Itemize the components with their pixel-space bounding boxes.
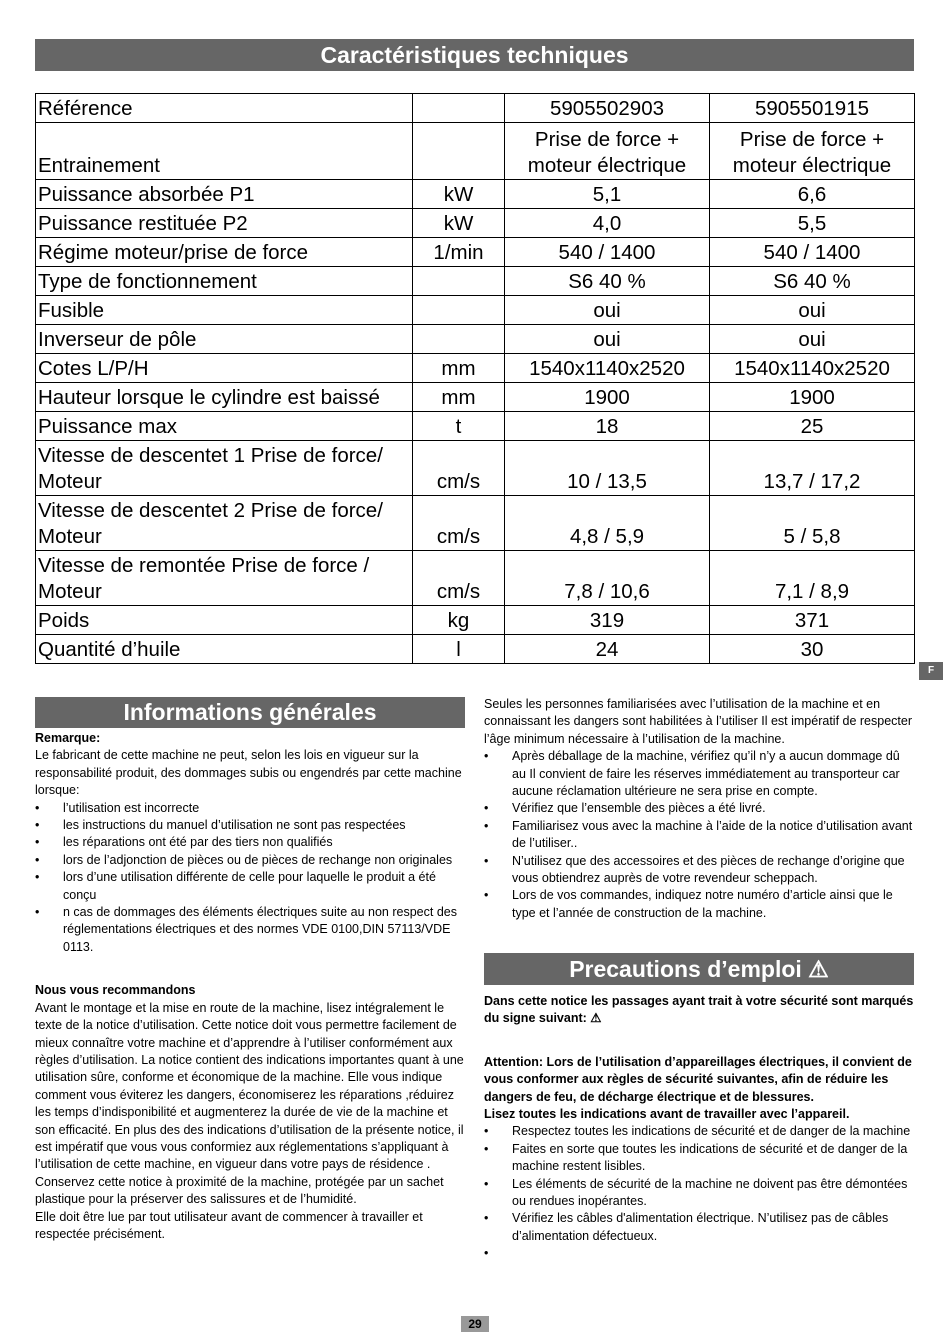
remarque-text: Le fabricant de cette machine ne peut, selon les lois en vigueur sur la responsabilité produit, des dommages subis ou engendrés par cette machine lorsque: (35, 748, 462, 798)
spec-unit: cm/s (413, 441, 505, 496)
table-row (36, 635, 915, 664)
spec-label: Entrainement (36, 123, 413, 180)
list-item: • Lors de vos commandes, indiquez notre numéro d’article ainsi que le type et l’année de construction de la machine. (484, 887, 914, 922)
spec-value-1: 10 / 13,5 (505, 441, 710, 496)
spec-unit: kW (413, 209, 505, 238)
spec-value-2: oui (710, 325, 915, 354)
spec-label: Vitesse de descentet 2 Prise de force/ Moteur (36, 496, 413, 551)
list-item: • l’utilisation est incorrecte (35, 800, 465, 817)
spec-value-2: 6,6 (710, 180, 915, 209)
right-list (484, 748, 914, 922)
spec-label: Fusible (36, 296, 413, 325)
spec-value-2: 1900 (710, 383, 915, 412)
list-item: • Après déballage de la machine, vérifiez qu’il n’y a aucun dommage dû au Il convient de faire les réserves immédiatement au transporteur car aucune réclamation ultérieure ne sera prise en compte. (484, 748, 914, 800)
spec-unit (413, 325, 505, 354)
specs-table (35, 93, 915, 664)
table-row (36, 496, 915, 551)
table-row (36, 606, 915, 635)
list-item: • Faites en sorte que toutes les indications de sécurité et de danger de la machine restent lisibles. (484, 1141, 914, 1176)
list-item: • Les éléments de sécurité de la machine ne doivent pas être démontées ou rendues inopérantes. (484, 1176, 914, 1211)
precautions-column (484, 993, 914, 1263)
table-row (36, 441, 915, 496)
spec-value-2: S6 40 % (710, 267, 915, 296)
spec-value-2: 30 (710, 635, 915, 664)
table-row (36, 412, 915, 441)
spec-value-2: oui (710, 296, 915, 325)
spec-value-1: Prise de force + moteur électrique (505, 123, 710, 180)
spec-value-1: 540 / 1400 (505, 238, 710, 267)
table-row (36, 267, 915, 296)
spec-unit: cm/s (413, 551, 505, 606)
spec-label: Puissance max (36, 412, 413, 441)
list-item: • Vérifiez que l’ensemble des pièces a été livré. (484, 800, 914, 817)
table-row (36, 180, 915, 209)
recommend-text: Avant le montage et la mise en route de la machine, lisez intégralement le texte de la notice d’utilisation. Cette notice doit vous permettre facilement de mieux connaître votre machine et d’apprendre à l’utiliser conformément aux règles d’utilisation. La notice contient des indications importantes quant à une utilisation sûre, conforme et économique de la machine. Elle vous indique comment vous éviterez les dangers, économiserez les réparations ,réduirez les temps d’indisponibilité et augmenterez la durée de vie de la machine et son efficacité. En plus des des indications d’utilisation de la présente notice, il est impératif que vous vous conformiez aux réglementations s’appliquant à l’utilisation de cette machine, en vigueur dans votre pays de résidence . Conservez cette notice à proximité de la machine, protégée par un sachet plastique pour la préserver des salissures et de l’humidité. (35, 1000, 464, 1207)
spec-value-1: 5905502903 (505, 94, 710, 123)
spec-label: Référence (36, 94, 413, 123)
spec-value-2: 25 (710, 412, 915, 441)
spec-value-1: S6 40 % (505, 267, 710, 296)
spec-label: Type de fonctionnement (36, 267, 413, 296)
spec-label: Régime moteur/prise de force (36, 238, 413, 267)
spec-value-2: 371 (710, 606, 915, 635)
list-item: • Respectez toutes les indications de sécurité et de danger de la machine (484, 1123, 914, 1140)
table-row (36, 238, 915, 267)
spec-label: Puissance absorbée P1 (36, 180, 413, 209)
specs-banner: Caractéristiques techniques (35, 39, 914, 71)
spec-unit (413, 94, 505, 123)
table-row (36, 209, 915, 238)
spec-unit: kW (413, 180, 505, 209)
spec-value-1: 5,1 (505, 180, 710, 209)
table-row (36, 296, 915, 325)
spec-value-1: 4,8 / 5,9 (505, 496, 710, 551)
spec-unit (413, 123, 505, 180)
precautions-attention: Attention: Lors de l’utilisation d’appareillages électriques, il convient de vous conformer aux règles de sécurité suivantes, afin de réduire les dangers de feu, de décharge électrique et de blessures. (484, 1054, 912, 1104)
info-left-column (35, 730, 465, 1243)
precautions-list (484, 1123, 914, 1262)
spec-label: Vitesse de descentet 1 Prise de force/ Moteur (36, 441, 413, 496)
spec-unit: cm/s (413, 496, 505, 551)
spec-unit: mm (413, 354, 505, 383)
spec-value-1: oui (505, 325, 710, 354)
table-row (36, 383, 915, 412)
spec-value-2: 5,5 (710, 209, 915, 238)
table-row (36, 354, 915, 383)
spec-value-1: 1900 (505, 383, 710, 412)
list-item: • n cas de dommages des éléments électriques suite au non respect des réglementations électriques et des normes VDE 0100,DIN 57113/VDE 0113. (35, 904, 465, 956)
spec-label: Hauteur lorsque le cylindre est baissé (36, 383, 413, 412)
spec-value-2: Prise de force + moteur électrique (710, 123, 915, 180)
spec-value-1: 4,0 (505, 209, 710, 238)
right-text: Seules les personnes familiarisées avec l’utilisation de la machine et en connaissant les dangers sont habilitées à l’utiliser Il est impératif de respecter l’âge minimum nécessaire à l’utilisation de la machine. (484, 697, 912, 746)
language-tab: F (919, 662, 943, 680)
list-item (484, 1245, 914, 1262)
spec-value-1: 24 (505, 635, 710, 664)
spec-value-2: 540 / 1400 (710, 238, 915, 267)
table-row (36, 325, 915, 354)
spec-label: Quantité d’huile (36, 635, 413, 664)
table-row (36, 94, 915, 123)
spec-unit: mm (413, 383, 505, 412)
info-right-column (484, 696, 914, 922)
spec-value-2: 5 / 5,8 (710, 496, 915, 551)
page-number: 29 (461, 1316, 489, 1332)
precautions-read-first: Lisez toutes les indications avant de travailler avec l’appareil. (484, 1107, 850, 1122)
info-banner: Informations générales (35, 697, 465, 728)
spec-value-2: 5905501915 (710, 94, 915, 123)
recommend-text-2: Elle doit être lue par tout utilisateur avant de commencer à travailler et respectée précisément. (35, 1209, 423, 1241)
list-item: • Vérifiez les câbles d'alimentation électrique. N’utilisez pas de câbles d’alimentation défectueux. (484, 1210, 914, 1245)
spec-value-2: 13,7 / 17,2 (710, 441, 915, 496)
spec-value-2: 1540x1140x2520 (710, 354, 915, 383)
spec-value-1: 319 (505, 606, 710, 635)
list-item: • lors de l’adjonction de pièces ou de pièces de rechange non originales (35, 852, 465, 869)
precautions-intro: Dans cette notice les passages ayant trait à votre sécurité sont marqués du signe suivant: ⚠ (484, 994, 914, 1026)
spec-unit (413, 296, 505, 325)
list-item: • N’utilisez que des accessoires et des pièces de rechange d’origine que vous obtiendrez auprès de votre revendeur scheppach. (484, 853, 914, 888)
table-row (36, 551, 915, 606)
spec-label: Cotes L/P/H (36, 354, 413, 383)
spec-label: Poids (36, 606, 413, 635)
spec-value-1: oui (505, 296, 710, 325)
spec-unit (413, 267, 505, 296)
list-item: • les instructions du manuel d’utilisation ne sont pas respectées (35, 817, 465, 834)
precautions-banner: Precautions d’emploi ⚠ (484, 953, 914, 985)
list-item: • lors d’une utilisation différente de celle pour laquelle le produit a été conçu (35, 869, 465, 904)
spec-value-1: 18 (505, 412, 710, 441)
spec-value-1: 7,8 / 10,6 (505, 551, 710, 606)
list-item: • les réparations ont été par des tiers non qualifiés (35, 834, 465, 851)
table-row (36, 123, 915, 180)
spec-unit: l (413, 635, 505, 664)
spec-unit: 1/min (413, 238, 505, 267)
spec-value-1: 1540x1140x2520 (505, 354, 710, 383)
spec-unit: t (413, 412, 505, 441)
remarque-list (35, 800, 465, 957)
spec-unit: kg (413, 606, 505, 635)
spec-value-2: 7,1 / 8,9 (710, 551, 915, 606)
remarque-title: Remarque: (35, 731, 101, 745)
spec-label: Inverseur de pôle (36, 325, 413, 354)
spec-label: Vitesse de remontée Prise de force / Moteur (36, 551, 413, 606)
list-item: • Familiarisez vous avec la machine à l’aide de la notice d’utilisation avant de l’utiliser.. (484, 818, 914, 853)
recommend-title: Nous vous recommandons (35, 983, 196, 998)
spec-label: Puissance restituée P2 (36, 209, 413, 238)
